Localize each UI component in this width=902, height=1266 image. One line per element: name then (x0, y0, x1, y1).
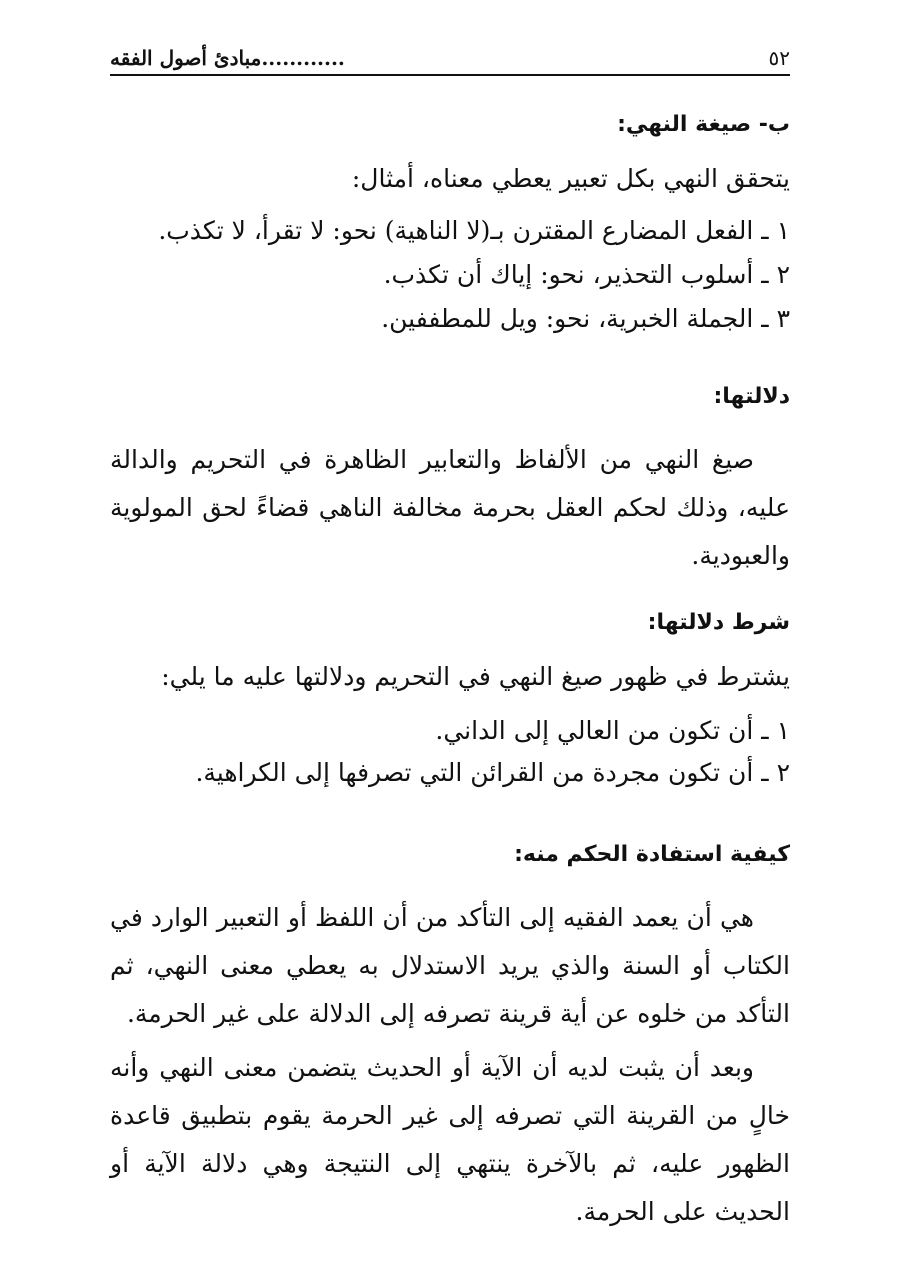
form-item-1: ١ ـ الفعل المضارع المقترن بـ(لا الناهية) نحو: لا تقرأ، لا تكذب. (158, 216, 790, 245)
running-title: ............مبادئ أصول الفقه (110, 46, 345, 70)
page-number: ٥٢ (768, 46, 790, 70)
section-heading-condition: شرط دلالتها: (647, 610, 790, 635)
derivation-paragraph-1 (110, 894, 790, 1038)
form-intro: يتحقق النهي بكل تعبير يعطي معناه، أمثال: (351, 164, 790, 193)
form-item-2: ٢ ـ أسلوب التحذير، نحو: إياك أن تكذب. (383, 260, 790, 289)
derivation-text-2: وبعد أن يثبت لديه أن الآية أو الحديث يتضمن معنى النهي وأنه خالٍ من القرينة التي تصرفه إلى غير الحرمة يقوم بتطبيق قاعدة الظهور عليه، ثم بالآخرة ينتهي إلى النتيجة وهي دلالة الآية أو الحديث على الحرمة. (110, 1053, 790, 1226)
meaning-paragraph (110, 436, 790, 580)
meaning-text: صيغ النهي من الألفاظ والتعابير الظاهرة في التحريم والدالة عليه، وذلك لحكم العقل بحرمة مخالفة الناهي قضاءً لحق المولوية والعبودية. (110, 445, 790, 570)
derivation-text-1: هي أن يعمد الفقيه إلى التأكد من أن اللفظ أو التعبير الوارد في الكتاب أو السنة والذي يريد الاستدلال به يعطي معنى النهي، ثم التأكد من خلوه عن أية قرينة تصرفه إلى الدلالة على غير الحرمة. (110, 903, 790, 1028)
condition-item-2: ٢ ـ أن تكون مجردة من القرائن التي تصرفها إلى الكراهية. (195, 758, 790, 787)
page-header (110, 30, 790, 76)
derivation-paragraph-2 (110, 1044, 790, 1236)
condition-intro: يشترط في ظهور صيغ النهي في التحريم ودلالتها عليه ما يلي: (161, 662, 790, 691)
section-heading-derivation: كيفية استفادة الحكم منه: (514, 842, 790, 867)
condition-item-1: ١ ـ أن تكون من العالي إلى الداني. (435, 716, 790, 745)
section-heading-meaning: دلالتها: (713, 384, 790, 409)
section-heading-form: ب- صيغة النهي: (617, 112, 790, 137)
form-item-3: ٣ ـ الجملة الخبرية، نحو: ويل للمطففين. (381, 304, 790, 333)
